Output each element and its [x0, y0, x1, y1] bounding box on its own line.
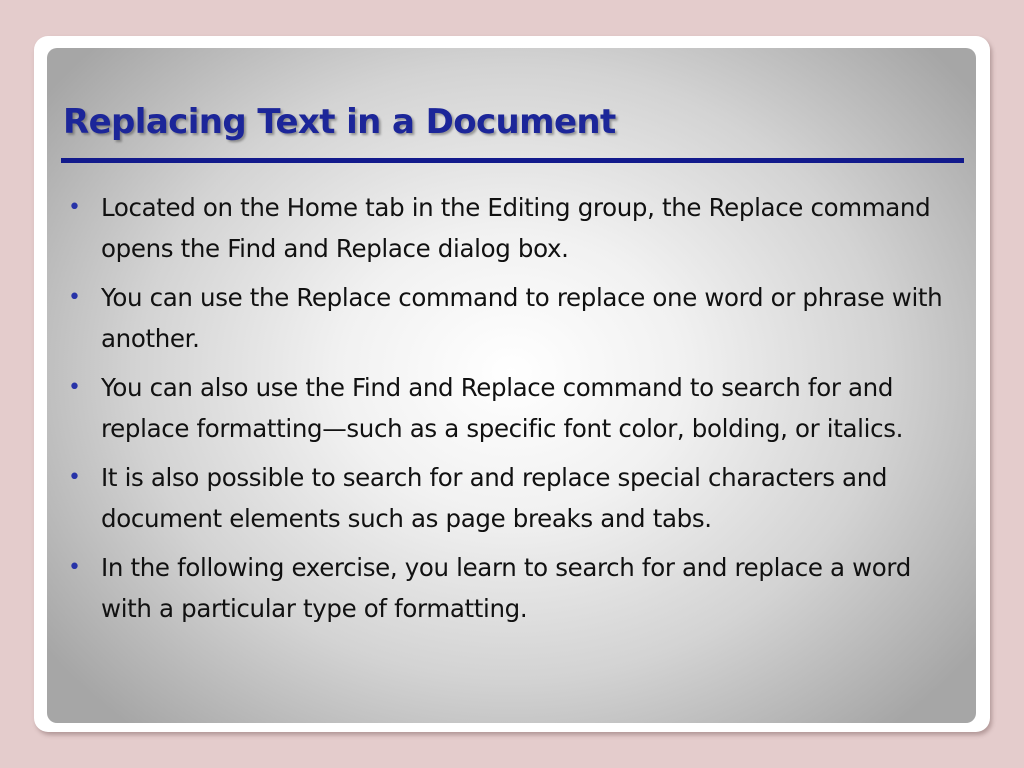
bullet-item: [65, 458, 965, 539]
bullet-item: [65, 188, 965, 269]
bullet-text: It is also possible to search for and replace special characters and document elements such as page breaks and tabs.: [101, 463, 888, 533]
bullet-dot-icon: •: [68, 555, 81, 580]
slide-panel: [47, 48, 976, 723]
slide-title: Replacing Text in a Document: [63, 102, 616, 142]
bullet-dot-icon: •: [68, 195, 81, 220]
bullet-item: [65, 278, 965, 359]
bullet-text: You can use the Replace command to replace one word or phrase with another.: [101, 283, 943, 353]
bullet-dot-icon: •: [68, 375, 81, 400]
title-underline-rule: [61, 158, 964, 163]
bullet-text: Located on the Home tab in the Editing group, the Replace command opens the Find and Replace dialog box.: [101, 193, 931, 263]
bullet-list: [65, 188, 965, 638]
bullet-dot-icon: •: [68, 465, 81, 490]
bullet-text: You can also use the Find and Replace command to search for and replace formatting—such as a specific font color, bolding, or italics.: [101, 373, 904, 443]
bullet-text: In the following exercise, you learn to search for and replace a word with a particular type of formatting.: [101, 553, 911, 623]
bullet-item: [65, 548, 965, 629]
bullet-item: [65, 368, 965, 449]
bullet-dot-icon: •: [68, 285, 81, 310]
